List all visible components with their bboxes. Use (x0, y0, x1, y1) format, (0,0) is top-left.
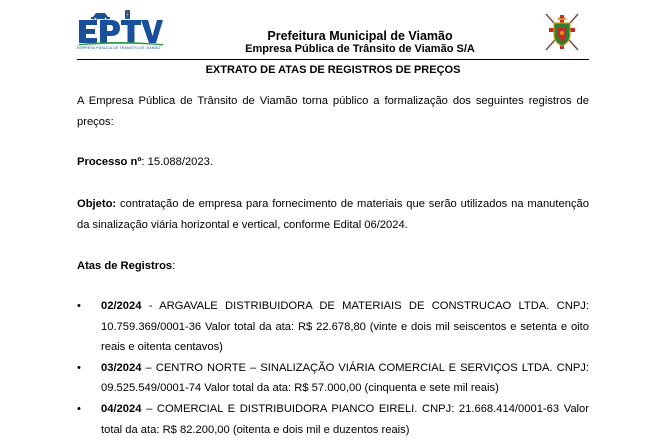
eptv-logo-mark (77, 10, 163, 46)
bullet-icon: • (77, 361, 81, 374)
ata-text: - ARGAVALE DISTRIBUIDORA DE MATERIAIS DE CONSTRUCAO LTDA. CNPJ: 10.759.369/0001-36 Valor total da ata: R$ 22.678,80 (vinte e dois mil seiscentos e setenta e oito reais e oitenta centavos) (101, 300, 589, 354)
document-header (0, 0, 651, 62)
processo-value: : 15.088/2023. (141, 156, 213, 168)
list-item (77, 296, 589, 358)
atas-heading (77, 256, 589, 277)
header-title-empresa: Empresa Pública de Trânsito de Viamão S/A (245, 43, 475, 55)
objeto-value: contratação de empresa para fornecimento de materiais que serão utilizados na manutenção da sinalização viária horizontal e vertical, conforme Edital 06/2024. (77, 198, 589, 231)
atas-label: Atas de Registros (77, 260, 173, 272)
document-heading: EXTRATO DE ATAS DE REGISTROS DE PREÇOS (205, 64, 461, 76)
header-divider (77, 59, 589, 60)
ata-text: – CENTRO NORTE – SINALIZAÇÃO VIÁRIA COMERCIAL E SERVIÇOS LTDA. CNPJ: 09.525.549/0001-74 Valor total da ata: R$ 57.000,00 (cinquenta e sete mil reais) (101, 361, 589, 395)
header-title-prefeitura: Prefeitura Municipal de Viamão (267, 29, 453, 43)
ata-number: 02/2024 (101, 300, 142, 312)
bullet-icon: • (77, 300, 81, 312)
ata-number: 04/2024 (101, 402, 142, 415)
atas-list (77, 296, 589, 440)
logo-caption: EMPRESA PÚBLICA DE TRÂNSITO DE VIAMÃO (77, 46, 161, 50)
objeto-paragraph (77, 194, 589, 235)
atas-suffix: : (172, 260, 176, 272)
objeto-label: Objeto: (77, 198, 117, 210)
list-item (77, 399, 589, 440)
coat-of-arms-icon (543, 11, 581, 53)
bullet-icon: • (77, 402, 81, 415)
ata-number: 03/2024 (101, 361, 142, 374)
list-item (77, 358, 589, 399)
eptv-logo (77, 10, 163, 52)
processo-line (77, 152, 589, 173)
ata-text: – COMERCIAL E DISTRIBUIDORA PIANCO EIRELI. CNPJ: 21.668.414/0001-63 Valor total da ata: R$ 82.200,00 (oitenta e dois mil e duzentos reais) (101, 402, 589, 436)
processo-label: Processo nº (77, 156, 142, 168)
header-titles (200, 29, 520, 56)
intro-paragraph: A Empresa Pública de Trânsito de Viamão torna público a formalização dos seguintes registros de preços: (77, 95, 589, 128)
